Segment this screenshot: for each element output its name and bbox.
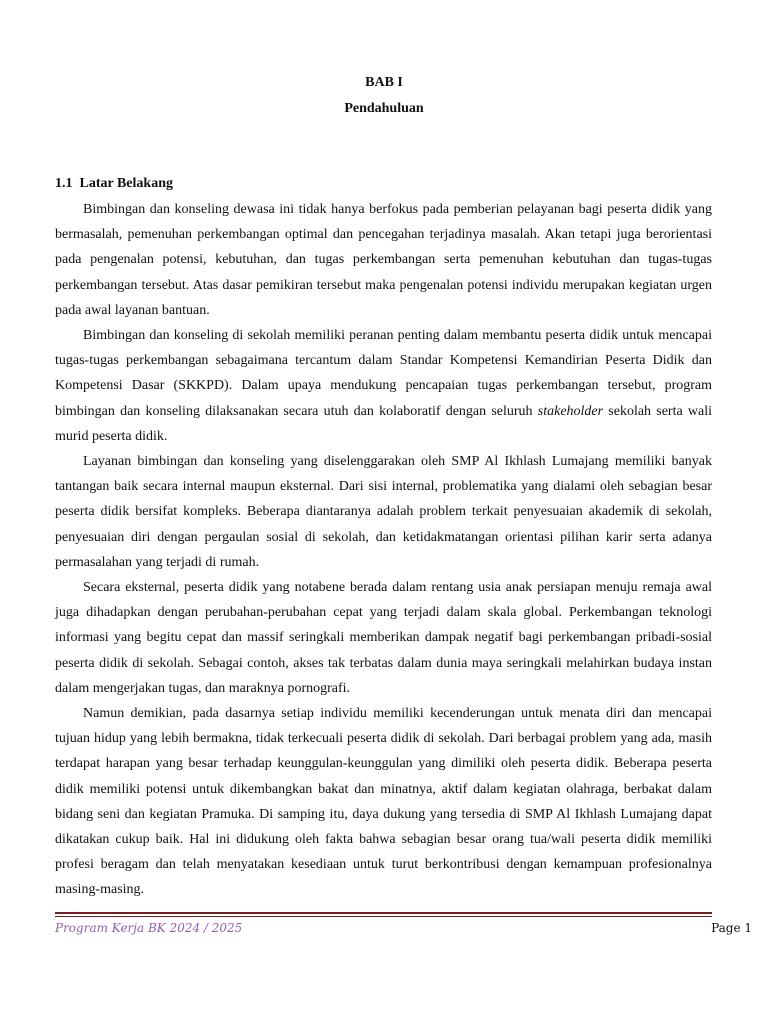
body-text (55, 197, 712, 903)
chapter-title: Pendahuluan (344, 101, 424, 116)
footer-program-title: Program Kerja BK 2024 / 2025 (55, 921, 243, 935)
paragraph-3: Layanan bimbingan dan konseling yang diselenggarakan oleh SMP Al Ikhlash Lumajang memiliki banyak tantangan baik secara internal maupun eksternal. Dari sisi internal, problematika yang dialami oleh sebagian besar peserta didik bersifat kompleks. Beberapa diantaranya adalah problem terkait penyesuaian akademik di sekolah, penyesuaian diri dengan pergaulan sosial di sekolah, dan ketidakmatangan orientasi pilihan karir serta adanya permasalahan yang terjadi di rumah. (55, 454, 712, 570)
footer-page-number: Page 1 (711, 921, 752, 935)
chapter-heading: BAB I (365, 75, 403, 90)
footer-rule-thin (55, 916, 712, 917)
paragraph-2-text-before: Bimbingan dan konseling di sekolah memiliki peranan penting dalam membantu peserta didik untuk mencapai tugas-tugas perkembangan sebagaimana tercantum dalam Standar Kompetensi Kemandirian Peserta Didik dan Kompetensi Dasar (SKKPD). Dalam upaya mendukung pencapaian tugas perkembangan tersebut, program bimbingan dan konseling dilaksanakan secara utuh dan kolaboratif dengan seluruh (55, 328, 712, 419)
section-heading (55, 176, 173, 192)
paragraph-2-emphasis: stakeholder (537, 403, 604, 419)
section-title: Latar Belakang (79, 176, 173, 191)
section-number: 1.1 (55, 176, 73, 191)
paragraph-1: Bimbingan dan konseling dewasa ini tidak hanya berfokus pada pemberian pelayanan bagi peserta didik yang bermasalah, pemenuhan perkembangan optimal dan pencegahan terjadinya masalah. Akan tetapi juga berorientasi pada pengenalan potensi, kebutuhan, dan tugas perkembangan serta pemenuhan kebutuhan dan tugas-tugas perkembangan tersebut. Atas dasar pemikiran tersebut maka pengenalan potensi individu merupakan kegiatan urgen pada awal layanan bantuan. (55, 202, 712, 318)
footer-rule-thick (55, 912, 712, 914)
paragraph-5: Namun demikian, pada dasarnya setiap individu memiliki kecenderungan untuk menata diri dan mencapai tujuan hidup yang lebih bermakna, tidak terkecuali peserta didik di sekolah. Dari berbagai problem yang ada, masih terdapat harapan yang besar terhadap keunggulan-keunggulan yang dimiliki oleh peserta didik. Beberapa peserta didik memiliki potensi untuk dikembangkan bakat dan minatnya, aktif dalam kegiatan olahraga, berbakat dalam bidang seni dan kegiatan Pramuka. Di samping itu, daya dukung yang tersedia di SMP Al Ikhlash Lumajang dapat dikatakan cukup baik. Hal ini didukung oleh fakta bahwa sebagian besar orang tua/wali peserta didik memiliki profesi beragam dan telah menyatakan kesediaan untuk turut berkontribusi dengan kemampuan profesionalnya masing-masing. (55, 706, 712, 898)
paragraph-2 (55, 323, 712, 449)
paragraph-4: Secara eksternal, peserta didik yang notabene berada dalam rentang usia anak persiapan menuju remaja awal juga dihadapkan dengan perubahan-perubahan cepat yang terjadi dalam skala global. Perkembangan teknologi informasi yang begitu cepat dan massif seringkali memberikan dampak negatif bagi perkembangan pribadi-sosial peserta didik di sekolah. Sebagai contoh, akses tak terbatas dalam dunia maya seringkali melahirkan budaya instan dalam mengerjakan tugas, dan maraknya pornografi. (55, 580, 712, 696)
paragraph-2-text-after: sekolah serta wali murid peserta didik. (55, 403, 712, 444)
